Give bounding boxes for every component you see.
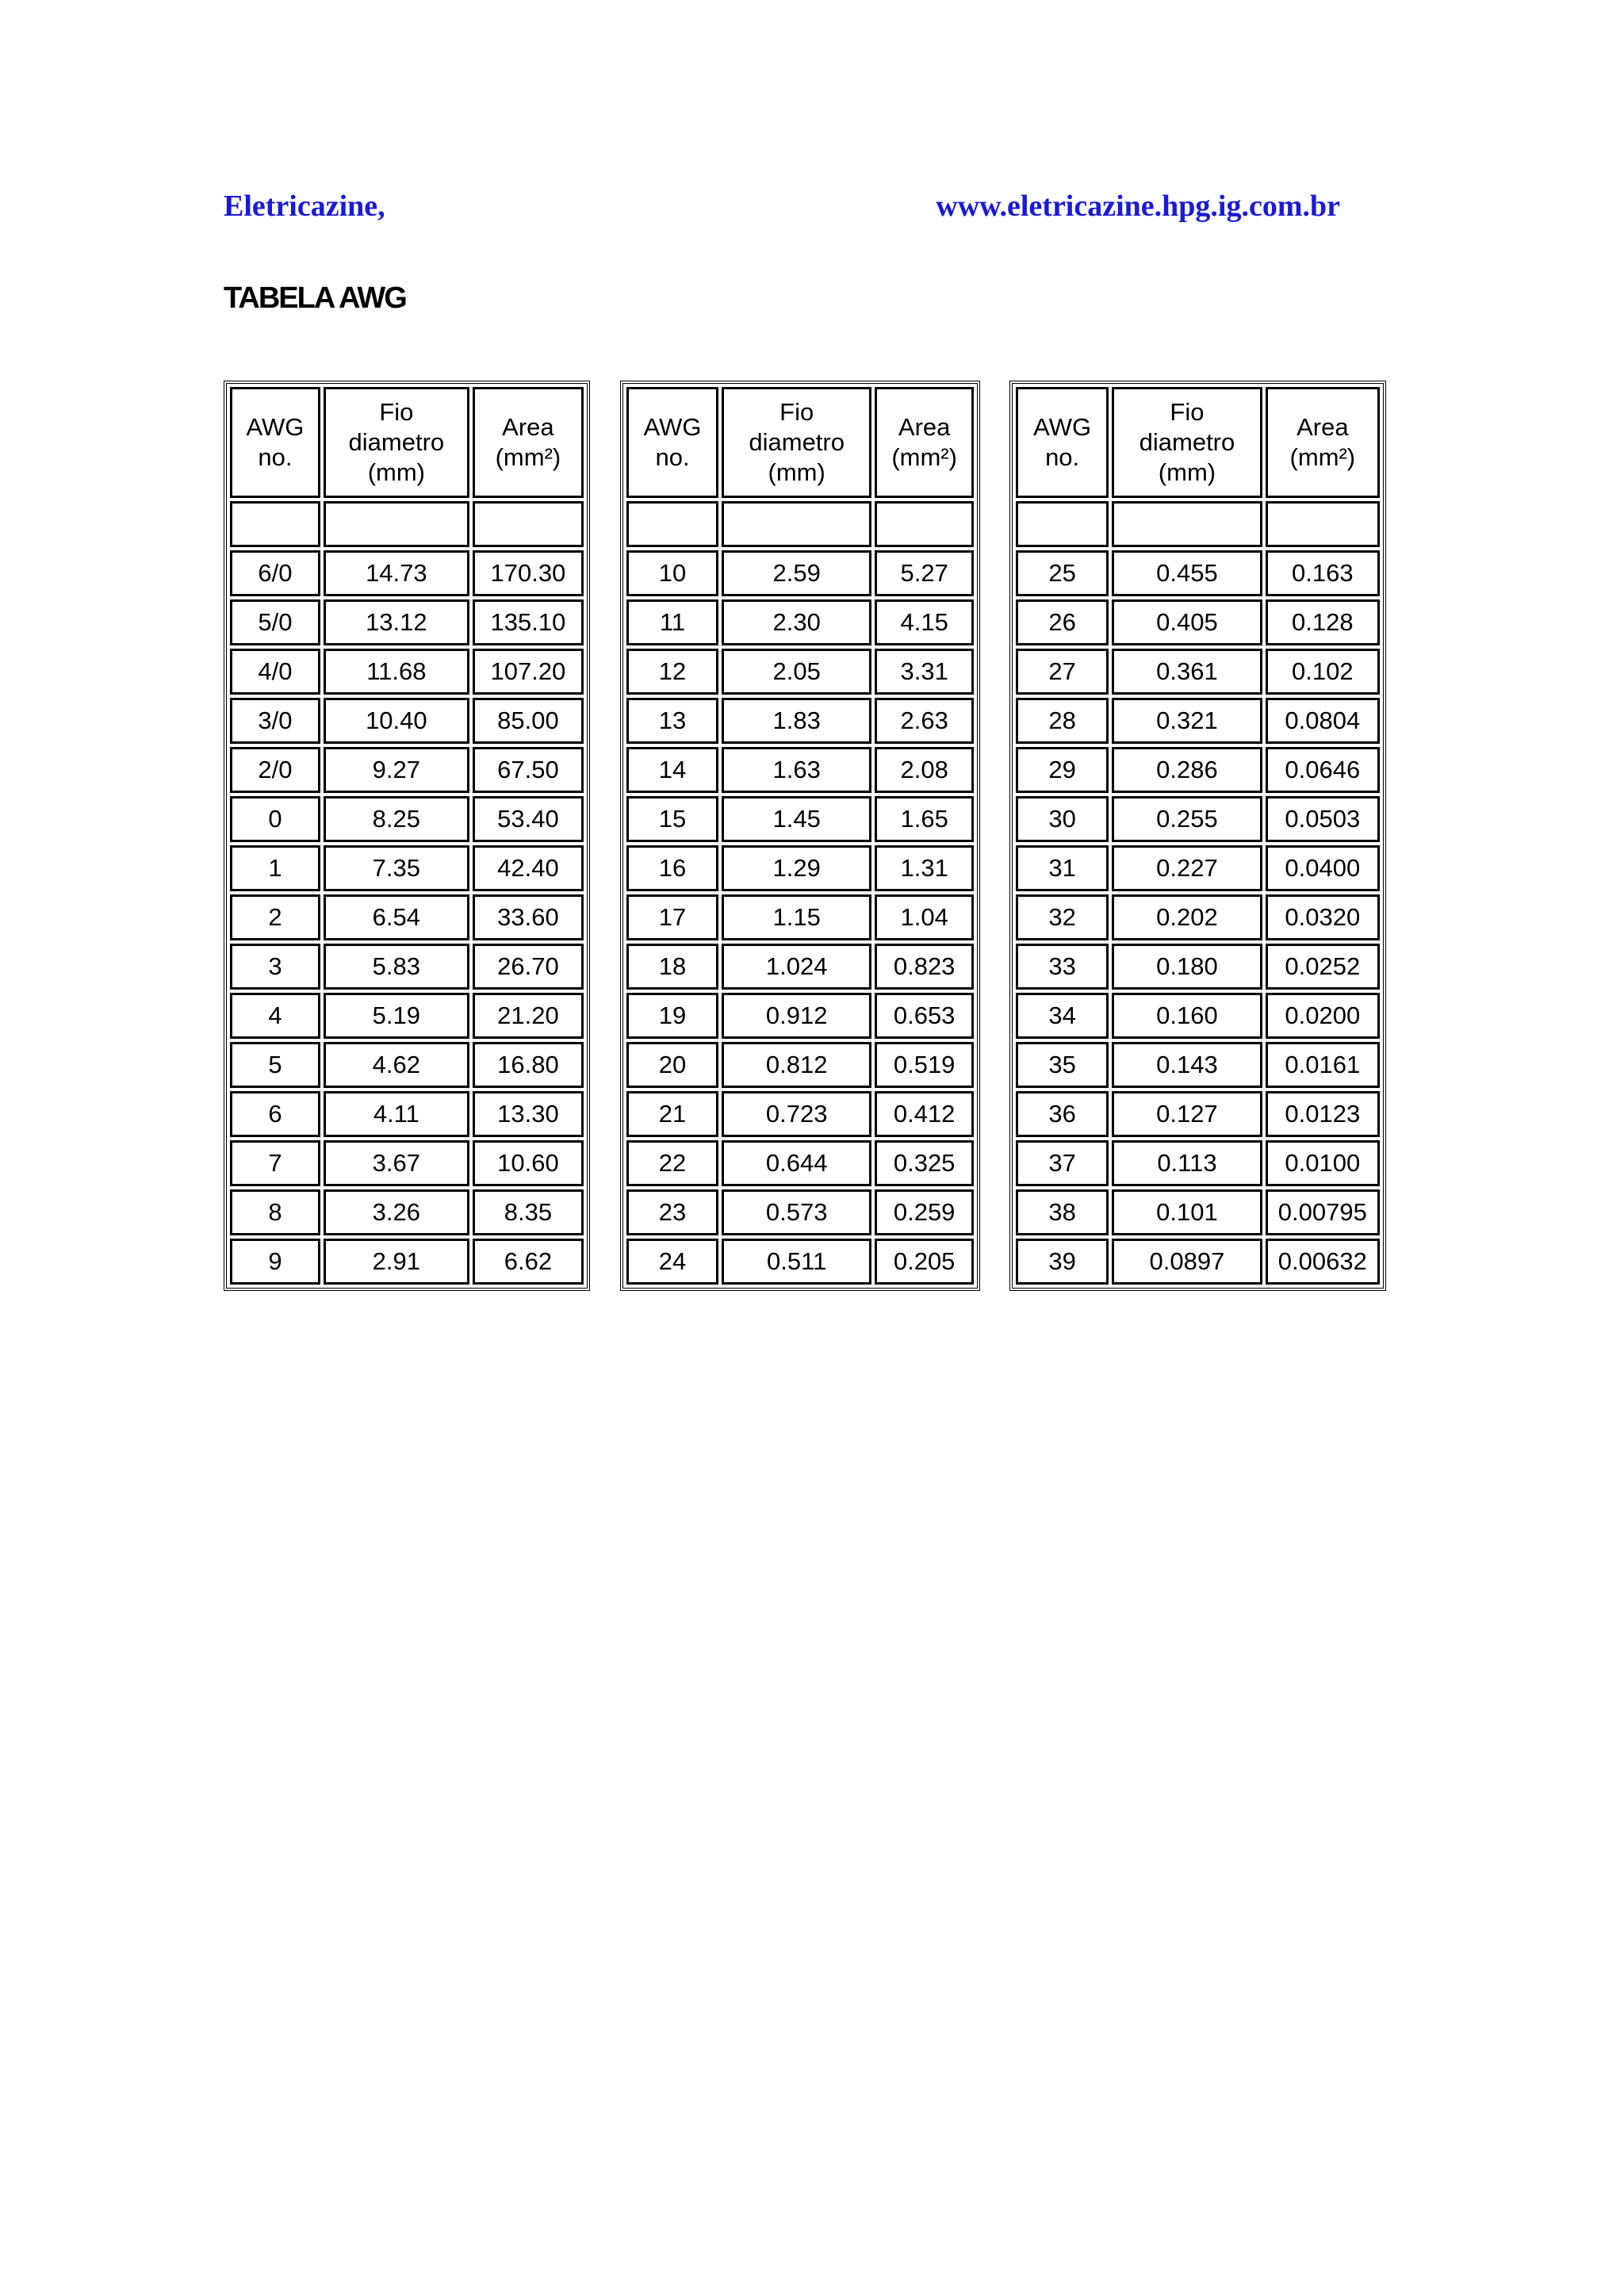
area-cell: 16.80 (473, 1042, 584, 1088)
table-row (230, 1239, 584, 1285)
column-header-line: no. (258, 443, 293, 471)
area-cell: 8.35 (473, 1189, 584, 1235)
wire-diameter-cell: 0.113 (1112, 1140, 1262, 1186)
awg-number-cell: 37 (1016, 1140, 1109, 1186)
wire-diameter-cell: 0.101 (1112, 1189, 1262, 1235)
table-row (230, 944, 584, 990)
table-row (1016, 649, 1380, 695)
column-header-line: (mm) (768, 458, 825, 486)
awg-number-cell: 3/0 (230, 698, 320, 744)
column-header-area (1266, 387, 1380, 498)
area-cell: 1.65 (875, 796, 974, 842)
area-cell: 67.50 (473, 747, 584, 793)
column-header-awg-number (230, 387, 320, 498)
awg-number-cell: 23 (626, 1189, 718, 1235)
table-row (1016, 1239, 1380, 1285)
area-cell: 0.128 (1266, 599, 1380, 645)
area-cell: 13.30 (473, 1091, 584, 1137)
header-site-name: Eletricazine, (224, 190, 385, 223)
awg-number-cell: 16 (626, 845, 718, 891)
table-row (626, 944, 974, 990)
awg-number-cell: 14 (626, 747, 718, 793)
awg-table-2 (620, 381, 980, 1291)
table-row (230, 894, 584, 940)
awg-number-cell: 12 (626, 649, 718, 695)
wire-diameter-cell: 14.73 (324, 550, 469, 596)
awg-number-cell: 4/0 (230, 649, 320, 695)
table-row (1016, 944, 1380, 990)
column-header-wire-diameter (722, 387, 871, 498)
area-cell: 42.40 (473, 845, 584, 891)
blank-cell (1112, 501, 1262, 547)
table-row (626, 1091, 974, 1137)
table-row (230, 796, 584, 842)
area-cell: 0.519 (875, 1042, 974, 1088)
area-cell: 3.31 (875, 649, 974, 695)
table-row (230, 1091, 584, 1137)
column-header-line: Area (502, 413, 554, 441)
blank-cell (875, 501, 974, 547)
table-row (626, 747, 974, 793)
awg-number-cell: 2 (230, 894, 320, 940)
column-header-line: Fio (1170, 398, 1205, 426)
wire-diameter-cell: 0.455 (1112, 550, 1262, 596)
area-cell: 0.102 (1266, 649, 1380, 695)
wire-diameter-cell: 5.83 (324, 944, 469, 990)
area-cell: 0.412 (875, 1091, 974, 1137)
wire-diameter-cell: 0.160 (1112, 993, 1262, 1039)
wire-diameter-cell: 5.19 (324, 993, 469, 1039)
awg-number-cell: 13 (626, 698, 718, 744)
wire-diameter-cell: 0.143 (1112, 1042, 1262, 1088)
wire-diameter-cell: 11.68 (324, 649, 469, 695)
table-row (626, 698, 974, 744)
area-cell: 135.10 (473, 599, 584, 645)
wire-diameter-cell: 0.511 (722, 1239, 871, 1285)
wire-diameter-cell: 2.30 (722, 599, 871, 645)
blank-cell (324, 501, 469, 547)
area-cell: 107.20 (473, 649, 584, 695)
column-header-line: Area (1297, 413, 1349, 441)
area-cell: 0.00795 (1266, 1189, 1380, 1235)
table-row (230, 993, 584, 1039)
table-row (1016, 993, 1380, 1039)
table-row (1016, 550, 1380, 596)
area-cell: 0.0200 (1266, 993, 1380, 1039)
wire-diameter-cell: 0.321 (1112, 698, 1262, 744)
header-row (626, 387, 974, 498)
column-header-line: diametro (1139, 428, 1235, 456)
column-header-line: (mm) (367, 458, 425, 486)
column-header-line: no. (1045, 443, 1080, 471)
awg-number-cell: 8 (230, 1189, 320, 1235)
area-cell: 0.0400 (1266, 845, 1380, 891)
column-header-line: AWG (246, 413, 304, 441)
table-row (1016, 599, 1380, 645)
awg-table-3 (1009, 381, 1386, 1291)
area-cell: 0.0252 (1266, 944, 1380, 990)
table-row (230, 845, 584, 891)
wire-diameter-cell: 2.91 (324, 1239, 469, 1285)
area-cell: 0.0503 (1266, 796, 1380, 842)
awg-number-cell: 4 (230, 993, 320, 1039)
area-cell: 0.653 (875, 993, 974, 1039)
awg-number-cell: 22 (626, 1140, 718, 1186)
wire-diameter-cell: 7.35 (324, 845, 469, 891)
awg-number-cell: 15 (626, 796, 718, 842)
awg-number-cell: 33 (1016, 944, 1109, 990)
awg-number-cell: 7 (230, 1140, 320, 1186)
area-cell: 26.70 (473, 944, 584, 990)
column-header-area (875, 387, 974, 498)
column-header-wire-diameter (1112, 387, 1262, 498)
area-cell: 0.0646 (1266, 747, 1380, 793)
column-header-line: (mm) (1158, 458, 1216, 486)
wire-diameter-cell: 0.644 (722, 1140, 871, 1186)
table-row (230, 550, 584, 596)
wire-diameter-cell: 2.05 (722, 649, 871, 695)
wire-diameter-cell: 0.180 (1112, 944, 1262, 990)
table-row (626, 1140, 974, 1186)
column-header-line: (mm²) (1289, 443, 1356, 471)
awg-number-cell: 38 (1016, 1189, 1109, 1235)
awg-number-cell: 5/0 (230, 599, 320, 645)
column-header-awg-number (1016, 387, 1109, 498)
area-cell: 170.30 (473, 550, 584, 596)
table-row (1016, 1091, 1380, 1137)
area-cell: 1.04 (875, 894, 974, 940)
table-row (230, 747, 584, 793)
table-row (230, 1189, 584, 1235)
area-cell: 85.00 (473, 698, 584, 744)
column-header-awg-number (626, 387, 718, 498)
blank-row (230, 501, 584, 547)
area-cell: 6.62 (473, 1239, 584, 1285)
table-row (626, 1189, 974, 1235)
awg-number-cell: 27 (1016, 649, 1109, 695)
table-row (230, 599, 584, 645)
table-row (626, 550, 974, 596)
awg-number-cell: 6 (230, 1091, 320, 1137)
area-cell: 1.31 (875, 845, 974, 891)
column-header-line: diametro (348, 428, 445, 456)
area-cell: 0.00632 (1266, 1239, 1380, 1285)
table-row (626, 599, 974, 645)
wire-diameter-cell: 3.26 (324, 1189, 469, 1235)
table-row (1016, 894, 1380, 940)
awg-number-cell: 11 (626, 599, 718, 645)
wire-diameter-cell: 0.812 (722, 1042, 871, 1088)
area-cell: 0.823 (875, 944, 974, 990)
column-header-line: AWG (643, 413, 702, 441)
blank-cell (230, 501, 320, 547)
area-cell: 0.0123 (1266, 1091, 1380, 1137)
wire-diameter-cell: 2.59 (722, 550, 871, 596)
header-row (1016, 387, 1380, 498)
table-row (626, 1239, 974, 1285)
column-header-line: (mm²) (891, 443, 957, 471)
column-header-area (473, 387, 584, 498)
wire-diameter-cell: 1.83 (722, 698, 871, 744)
wire-diameter-cell: 0.361 (1112, 649, 1262, 695)
table-row (626, 649, 974, 695)
table-row (626, 845, 974, 891)
wire-diameter-cell: 3.67 (324, 1140, 469, 1186)
header-row (230, 387, 584, 498)
wire-diameter-cell: 0.0897 (1112, 1239, 1262, 1285)
column-header-line: Fio (379, 398, 414, 426)
column-header-wire-diameter (324, 387, 469, 498)
wire-diameter-cell: 0.255 (1112, 796, 1262, 842)
area-cell: 0.205 (875, 1239, 974, 1285)
table-row (626, 993, 974, 1039)
awg-number-cell: 32 (1016, 894, 1109, 940)
table-row (230, 649, 584, 695)
awg-number-cell: 24 (626, 1239, 718, 1285)
wire-diameter-cell: 0.286 (1112, 747, 1262, 793)
table-row (1016, 747, 1380, 793)
area-cell: 0.163 (1266, 550, 1380, 596)
area-cell: 0.0161 (1266, 1042, 1380, 1088)
area-cell: 0.0320 (1266, 894, 1380, 940)
blank-cell (1266, 501, 1380, 547)
wire-diameter-cell: 1.63 (722, 747, 871, 793)
awg-number-cell: 31 (1016, 845, 1109, 891)
area-cell: 10.60 (473, 1140, 584, 1186)
awg-number-cell: 25 (1016, 550, 1109, 596)
blank-cell (626, 501, 718, 547)
table-row (1016, 796, 1380, 842)
awg-number-cell: 17 (626, 894, 718, 940)
awg-number-cell: 0 (230, 796, 320, 842)
wire-diameter-cell: 0.573 (722, 1189, 871, 1235)
wire-diameter-cell: 10.40 (324, 698, 469, 744)
wire-diameter-cell: 0.723 (722, 1091, 871, 1137)
area-cell: 21.20 (473, 993, 584, 1039)
area-cell: 4.15 (875, 599, 974, 645)
column-header-line: no. (655, 443, 690, 471)
awg-number-cell: 5 (230, 1042, 320, 1088)
area-cell: 0.0804 (1266, 698, 1380, 744)
table-row (230, 1140, 584, 1186)
table-row (1016, 1189, 1380, 1235)
table-row (1016, 698, 1380, 744)
document-title: TABELA AWG (224, 281, 406, 315)
awg-number-cell: 29 (1016, 747, 1109, 793)
column-header-line: AWG (1033, 413, 1092, 441)
table-row (626, 1042, 974, 1088)
wire-diameter-cell: 0.202 (1112, 894, 1262, 940)
wire-diameter-cell: 4.62 (324, 1042, 469, 1088)
table-row (626, 796, 974, 842)
awg-number-cell: 18 (626, 944, 718, 990)
table-row (1016, 845, 1380, 891)
awg-number-cell: 39 (1016, 1239, 1109, 1285)
wire-diameter-cell: 0.912 (722, 993, 871, 1039)
column-header-line: Fio (779, 398, 814, 426)
awg-number-cell: 1 (230, 845, 320, 891)
area-cell: 5.27 (875, 550, 974, 596)
area-cell: 33.60 (473, 894, 584, 940)
wire-diameter-cell: 1.15 (722, 894, 871, 940)
wire-diameter-cell: 0.405 (1112, 599, 1262, 645)
area-cell: 0.325 (875, 1140, 974, 1186)
wire-diameter-cell: 13.12 (324, 599, 469, 645)
awg-table-1 (224, 381, 590, 1291)
area-cell: 2.63 (875, 698, 974, 744)
awg-number-cell: 30 (1016, 796, 1109, 842)
awg-number-cell: 9 (230, 1239, 320, 1285)
blank-cell (1016, 501, 1109, 547)
awg-number-cell: 19 (626, 993, 718, 1039)
area-cell: 0.0100 (1266, 1140, 1380, 1186)
wire-diameter-cell: 1.024 (722, 944, 871, 990)
area-cell: 53.40 (473, 796, 584, 842)
awg-number-cell: 35 (1016, 1042, 1109, 1088)
awg-number-cell: 21 (626, 1091, 718, 1137)
awg-number-cell: 6/0 (230, 550, 320, 596)
table-row (1016, 1140, 1380, 1186)
wire-diameter-cell: 1.29 (722, 845, 871, 891)
wire-diameter-cell: 0.227 (1112, 845, 1262, 891)
wire-diameter-cell: 9.27 (324, 747, 469, 793)
wire-diameter-cell: 4.11 (324, 1091, 469, 1137)
table-row (230, 1042, 584, 1088)
wire-diameter-cell: 0.127 (1112, 1091, 1262, 1137)
awg-number-cell: 20 (626, 1042, 718, 1088)
awg-number-cell: 34 (1016, 993, 1109, 1039)
awg-number-cell: 3 (230, 944, 320, 990)
table-row (626, 894, 974, 940)
awg-number-cell: 26 (1016, 599, 1109, 645)
table-row (1016, 1042, 1380, 1088)
wire-diameter-cell: 6.54 (324, 894, 469, 940)
blank-cell (722, 501, 871, 547)
column-header-line: (mm²) (495, 443, 561, 471)
area-cell: 2.08 (875, 747, 974, 793)
wire-diameter-cell: 8.25 (324, 796, 469, 842)
column-header-line: diametro (749, 428, 845, 456)
awg-number-cell: 2/0 (230, 747, 320, 793)
wire-diameter-cell: 1.45 (722, 796, 871, 842)
blank-cell (473, 501, 584, 547)
column-header-line: Area (898, 413, 951, 441)
blank-row (626, 501, 974, 547)
awg-number-cell: 28 (1016, 698, 1109, 744)
awg-number-cell: 10 (626, 550, 718, 596)
blank-row (1016, 501, 1380, 547)
header-site-url: www.eletricazine.hpg.ig.com.br (936, 190, 1340, 223)
area-cell: 0.259 (875, 1189, 974, 1235)
awg-number-cell: 36 (1016, 1091, 1109, 1137)
table-row (230, 698, 584, 744)
